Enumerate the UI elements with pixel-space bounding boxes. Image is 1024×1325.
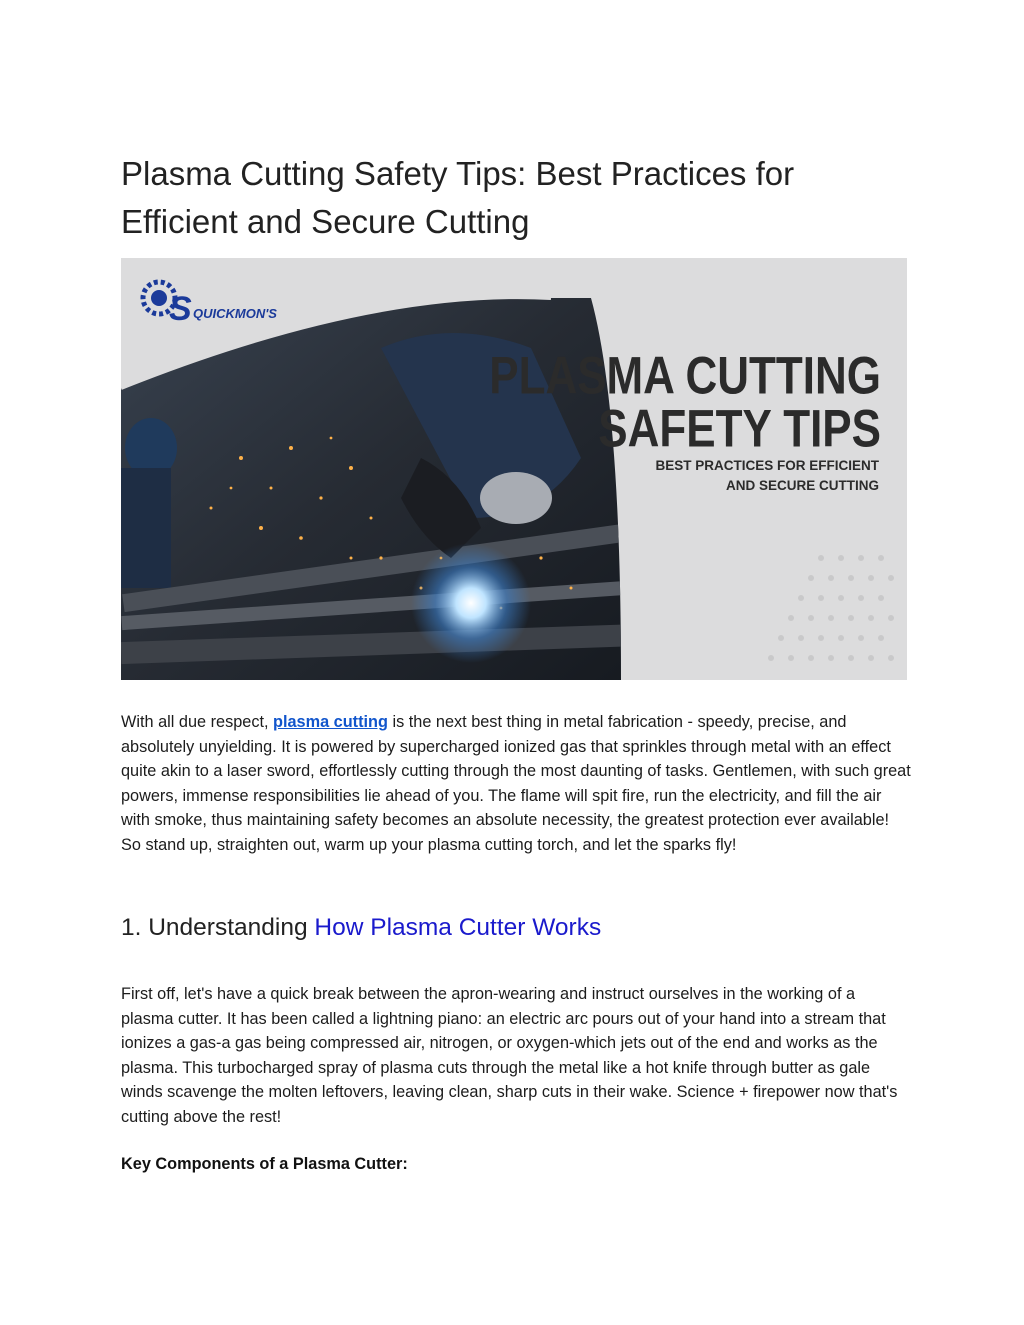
intro-text-after-link: is the next best thing in metal fabrication - speedy, precise, and absolutely unyielding. It is powered by supercharged ionized gas that sprinkles through metal with an effect quite akin to a laser sword, effortlessly cutting through the most daunting of tasks. Gentlemen, with such great powers, immense responsibilities lie ahead of you. The flame will spit fire, run the electricity, and fill the air with smoke, thus maintaining safety becomes an absolute necessity, the greatest protection ever available! So stand up, straighten out, warm up your plasma cutting torch, and let the sparks fly!: [121, 713, 911, 854]
intro-paragraph: [121, 710, 911, 858]
banner-headline-line1: PLASMA CUTTING: [489, 346, 882, 406]
plasma-cutting-link[interactable]: plasma cutting: [273, 713, 388, 731]
section-1-heading: [121, 910, 601, 946]
logo-text: QUICKMON'S: [193, 306, 277, 321]
intro-text-before-link: With all due respect,: [121, 713, 274, 731]
hero-banner-image: [121, 258, 907, 680]
logo-letter: S: [169, 290, 192, 328]
banner-subhead-line1: BEST PRACTICES FOR EFFICIENT: [655, 458, 879, 473]
section-1-body: First off, let's have a quick break between the apron-wearing and instruct ourselves in the working of a plasma cutter. It has been called a lightning piano: an electric arc pours out of your hand into a stream that ionizes a gas-a gas being compressed air, nitrogen, or oxygen-which jets out of the end and works as the plasma. This turbocharged spray of plasma cuts through the metal like a hot knife through butter as gale winds scavenge the molten leftovers, leaving clean, sharp cuts in their wake. Science + firepower now that's cutting above the rest!: [121, 985, 898, 1126]
page-title: Plasma Cutting Safety Tips: Best Practices for Efficient and Secure Cutting: [121, 155, 795, 240]
key-components-heading: Key Components of a Plasma Cutter:: [121, 1155, 408, 1173]
how-plasma-cutter-works-link[interactable]: How Plasma Cutter Works: [314, 914, 602, 941]
banner-headline-line2: SAFETY TIPS: [598, 399, 882, 459]
section-1-heading-prefix: 1. Understanding: [121, 914, 315, 941]
banner-subhead-line2: AND SECURE CUTTING: [725, 478, 879, 493]
